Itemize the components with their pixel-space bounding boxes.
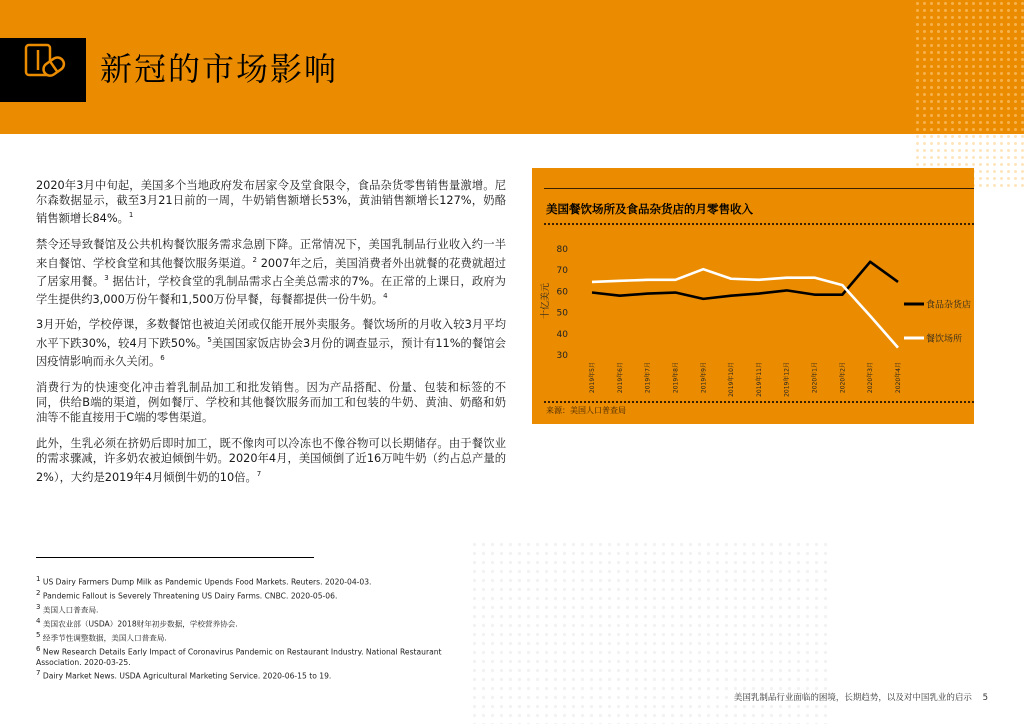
x-tick-label: 2019年12月 [783,362,791,397]
page-number: 5 [982,693,988,703]
footnote-text: New Research Details Early Impact of Coronavirus Pandemic on Restaurant Industry. National Restaurant Association. 2020-03-25. [36,647,442,667]
chart-dotted-rule [544,223,974,225]
x-tick-label: 2020年4月 [895,362,902,394]
y-tick-label: 30 [556,351,568,361]
line-chart [532,226,974,406]
x-tick-label: 2019年8月 [672,362,680,394]
x-tick-label: 2020年2月 [839,362,847,394]
y-tick-label: 60 [556,287,568,298]
x-tick-label: 2019年7月 [644,362,652,394]
footnote-text: 美国人口普查局. [40,605,99,615]
footnote [36,574,456,588]
x-tick-label: 2020年1月 [811,362,819,394]
footnote [36,616,456,630]
x-tick-label: 2019年10月 [728,362,736,397]
footnote [36,588,456,602]
x-tick-label: 2019年11月 [755,362,763,397]
footnote-number: 6 [36,644,41,653]
footnote-number: 2 [36,588,41,597]
footnote [36,630,456,644]
page-title: 新冠的市场影响 [100,50,339,88]
page-footer [734,691,988,703]
footnote-text: Pandemic Fallout is Severely Threatening US Dairy Farms. CNBC. 2020-05-06. [40,591,338,601]
x-tick-label: 2020年3月 [867,362,875,394]
footnote-number: 3 [36,602,41,611]
x-tick-label: 2019年6月 [616,362,624,394]
legend-label: 食品杂货店 [926,300,972,311]
footnote-number: 5 [36,630,41,639]
x-tick-label: 2019年5月 [589,362,596,394]
footnote [36,644,456,668]
y-tick-label: 80 [556,245,568,255]
footer-text: 美国乳制品行业面临的困境，长期趋势，以及对中国乳业的启示 [733,693,972,703]
footnote-text: US Dairy Farmers Dump Milk as Pandemic Upends Food Markets. Reuters. 2020-04-03. [40,577,372,587]
footnote [36,602,456,616]
footnote-number: 4 [36,616,41,625]
footnote-text: 美国农业部（USDA）2018财年初步数据，学校营养协会. [40,619,238,629]
footnote [36,668,456,682]
y-tick-label: 40 [556,329,568,340]
y-tick-label: 50 [556,308,568,319]
chart-source: 来源：美国人口普查局 [546,406,626,415]
chart-top-rule [544,188,974,189]
paragraph: 禁令还导致餐馆及公共机构餐饮服务需求急剧下降。正常情况下，美国乳制品行业收入约一半来自餐馆、学校食堂和其他餐饮服务渠道。$^2$ 2007年之后，美国消费者外出就餐的花费就超过了居家用餐。$^3$ 据估计，学校食堂的乳制品需求占全美总需求的7%。在正常的上课日，政府为学生提供约3,000万份午餐和1,500万份早餐，每餐都提供一份牛奶。$^4$ [36,238,506,306]
y-axis-label: 十亿美元 [541,282,551,320]
body-text [36,178,506,496]
footnote-text: 经季节性调整数据，美国人口普查局. [40,633,167,643]
footnotes [36,574,456,682]
footnote-rule [36,557,314,558]
pills-icon [24,43,66,79]
y-tick-label: 70 [556,266,568,277]
paragraph: 此外，生乳必须在挤奶后即时加工，既不像肉可以冷冻也不像谷物可以长期储存。由于餐饮业的需求骤减，许多奶农被迫倾倒牛奶。2020年4月，美国倾倒了近16万吨牛奶（约占总产量的2%），大约是2019年4月倾倒牛奶的10倍。$^7$ [36,437,506,484]
chart-dotted-rule [544,401,974,403]
paragraph: 2020年3月中旬起，美国多个当地政府发布居家令及堂食限令，食品杂货零售销售量激增。尼尔森数据显示，截至3月21日前的一周，牛奶销售额增长53%，黄油销售额增长127%，奶酪销售额增长84%。$^1$ [36,179,506,226]
paragraph: 消费行为的快速变化冲击着乳制品加工和批发销售。因为产品搭配、份量、包装和标签的不同，供给B端的渠道，例如餐厅、学校和其他餐饮服务而加工和包装的牛奶、黄油、奶酪和奶油等不能直接用于C端的零售渠道。 [36,380,506,425]
footnote-number: 7 [36,669,41,678]
x-tick-label: 2019年9月 [700,362,708,394]
series-line [592,269,898,347]
footnote-number: 1 [36,575,41,583]
footnote-text: Dairy Market News. USDA Agricultural Marketing Service. 2020-06-15 to 19. [40,671,332,681]
legend-label: 餐饮场所 [926,334,963,345]
paragraph: 3月开始，学校停课，多数餐馆也被迫关闭或仅能开展外卖服务。餐饮场所的月收入较3月平均水平下跌30%，较4月下跌50%。$^5$美国国家饭店协会3月份的调查显示，预计有11%的餐馆会因疫情影响而永久关闭。$^6$ [36,318,506,368]
banner-dot-pattern [914,0,1024,190]
chart-title: 美国餐饮场所及食品杂货店的月零售收入 [546,202,753,216]
